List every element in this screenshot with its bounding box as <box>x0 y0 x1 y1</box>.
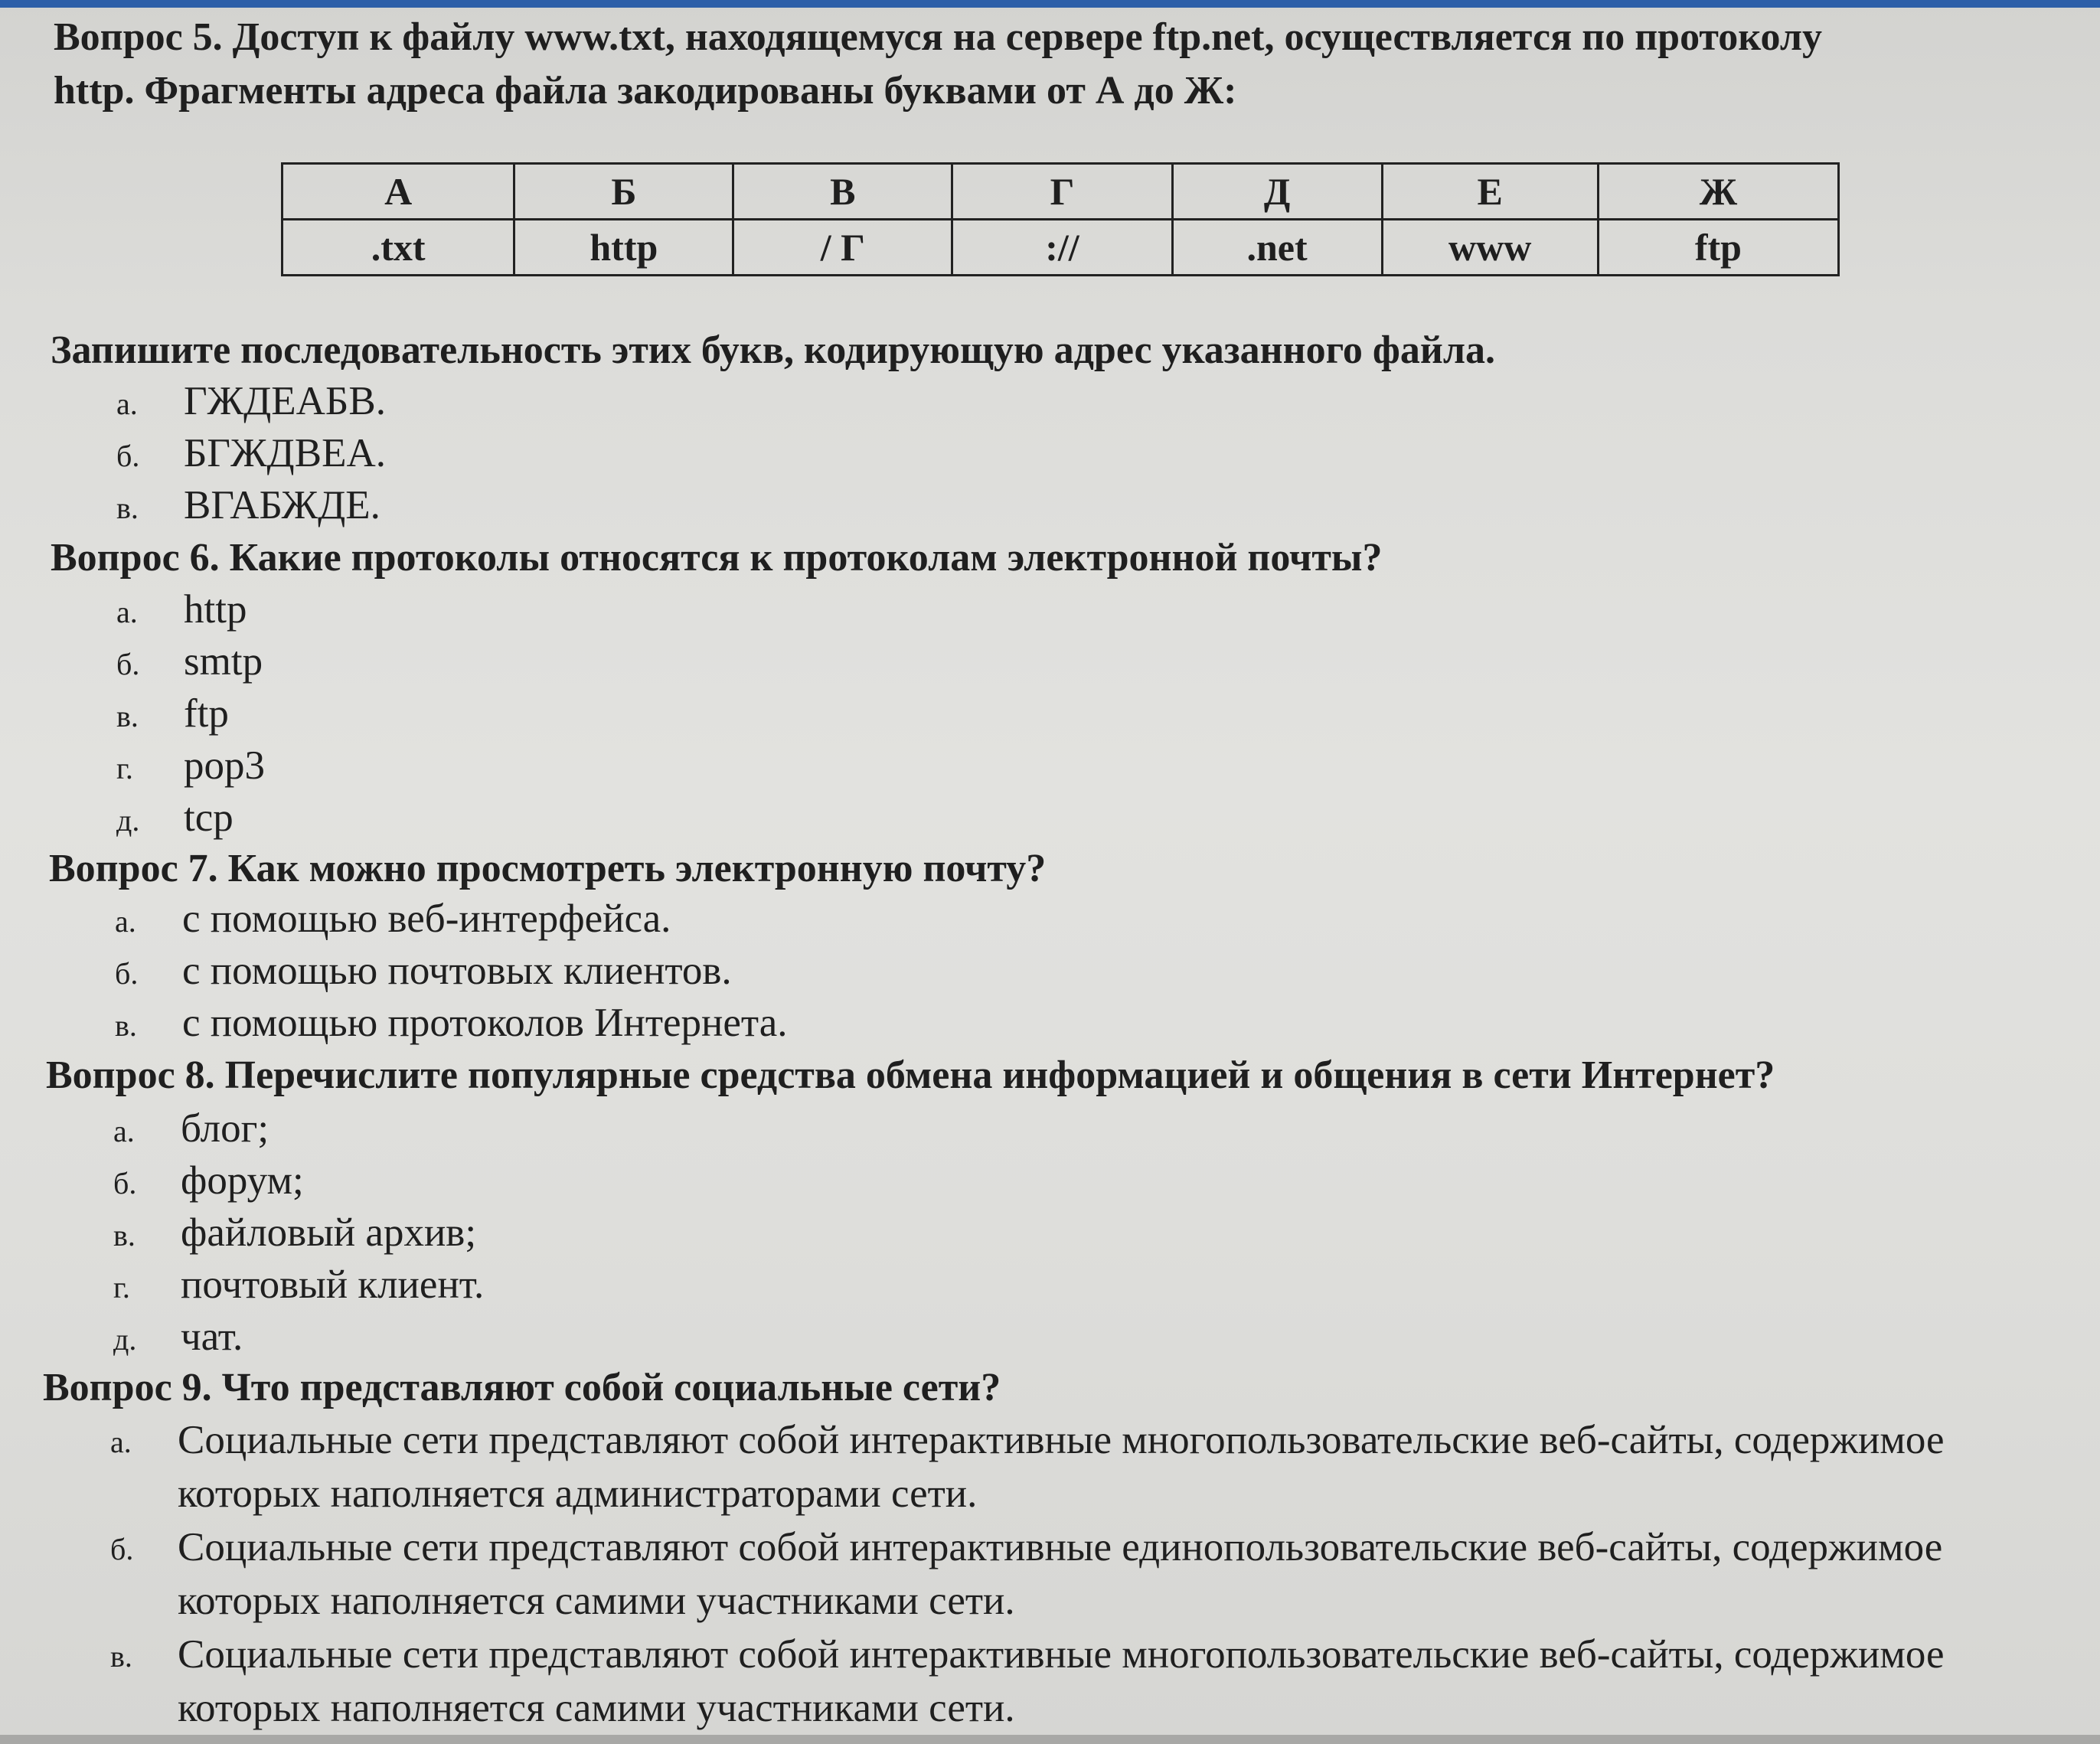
question-5-title <box>54 11 1822 118</box>
option-marker: а. <box>116 387 138 421</box>
option-marker: а. <box>110 1425 132 1459</box>
option-text: с помощью веб-интерфейса. <box>182 896 671 941</box>
option-marker: д. <box>116 803 140 838</box>
option-marker: б. <box>110 1532 134 1566</box>
code-fragment: .txt <box>283 220 514 276</box>
option-marker: д. <box>113 1322 137 1357</box>
option-marker: б. <box>115 956 139 991</box>
option-text: smtp <box>184 639 263 684</box>
code-table-letters-row <box>283 164 1839 220</box>
question-5-title-line-2: http. Фрагменты адреса файла закодированы буквами от А до Ж: <box>54 69 1237 113</box>
option-text: ftp <box>184 691 229 736</box>
code-fragment: www <box>1382 220 1598 276</box>
option-text: блог; <box>181 1106 269 1151</box>
option-text: ВГАБЖДЕ. <box>184 483 380 527</box>
question-5-prompt: Запишите последовательность этих букв, кодирующую адрес указанного файла. <box>51 328 1496 372</box>
code-fragment: .net <box>1172 220 1382 276</box>
option-text: с помощью почтовых клиентов. <box>182 949 732 993</box>
code-letter: Е <box>1382 164 1598 220</box>
option-marker: г. <box>116 751 133 785</box>
code-fragment: / Г <box>733 220 952 276</box>
code-letter: А <box>283 164 514 220</box>
option-marker: б. <box>116 647 140 681</box>
option-text: Социальные сети представляют собой интерактивные единопользовательские веб-сайты, содержимое которых наполняется самими участниками сети. <box>178 1525 1943 1623</box>
window-bottom-edge <box>0 1735 2100 1744</box>
question-7-title: Вопрос 7. Как можно просмотреть электронную почту? <box>49 847 1047 890</box>
option-marker: в. <box>113 1218 136 1252</box>
code-letter: Г <box>952 164 1172 220</box>
code-fragment: http <box>514 220 733 276</box>
option-marker: в. <box>116 491 139 525</box>
question-9-title: Вопрос 9. Что представляют собой социальные сети? <box>43 1366 1001 1409</box>
option-text: http <box>184 587 247 632</box>
code-fragment: ftp <box>1598 220 1838 276</box>
option-text: ГЖДЕАБВ. <box>184 379 386 423</box>
option-marker: а. <box>115 904 136 939</box>
window-top-edge <box>0 0 2100 8</box>
option-text: форум; <box>181 1158 304 1203</box>
code-letter: В <box>733 164 952 220</box>
option-marker: а. <box>116 595 138 629</box>
option-text: Социальные сети представляют собой интерактивные многопользовательские веб-сайты, содержимое которых наполняется самими участниками сети. <box>178 1632 1945 1730</box>
code-table <box>281 162 1840 276</box>
code-letter: Д <box>1172 164 1382 220</box>
option-marker: б. <box>116 439 140 473</box>
option-marker: г. <box>113 1270 130 1305</box>
option-marker: а. <box>113 1114 135 1148</box>
option-text: с помощью протоколов Интернета. <box>182 1001 788 1045</box>
option-text: Социальные сети представляют собой интерактивные многопользовательские веб-сайты, содержимое которых наполняется администраторами сети. <box>178 1418 1945 1516</box>
question-6-title: Вопрос 6. Какие протоколы относятся к протоколам электронной почты? <box>51 536 1383 580</box>
question-5-title-line-1: Вопрос 5. Доступ к файлу www.txt, находящемуся на сервере ftp.net, осуществляется по протоколу <box>54 15 1823 59</box>
option-text: чат. <box>181 1315 243 1359</box>
option-marker: в. <box>110 1639 132 1674</box>
option-text: файловый архив; <box>181 1210 477 1255</box>
option-marker: в. <box>115 1008 137 1043</box>
option-text: БГЖДВЕА. <box>184 431 386 475</box>
option-text: pop3 <box>184 743 265 788</box>
code-table-fragments-row <box>283 220 1839 276</box>
option-text: почтовый клиент. <box>181 1262 485 1307</box>
question-8-title: Вопрос 8. Перечислите популярные средства обмена информацией и общения в сети Интернет? <box>46 1053 1775 1097</box>
code-letter: Ж <box>1598 164 1838 220</box>
option-marker: б. <box>113 1166 137 1200</box>
code-letter: Б <box>514 164 733 220</box>
option-marker: в. <box>116 699 139 733</box>
option-text: tcp <box>184 795 234 840</box>
code-fragment: :// <box>952 220 1172 276</box>
